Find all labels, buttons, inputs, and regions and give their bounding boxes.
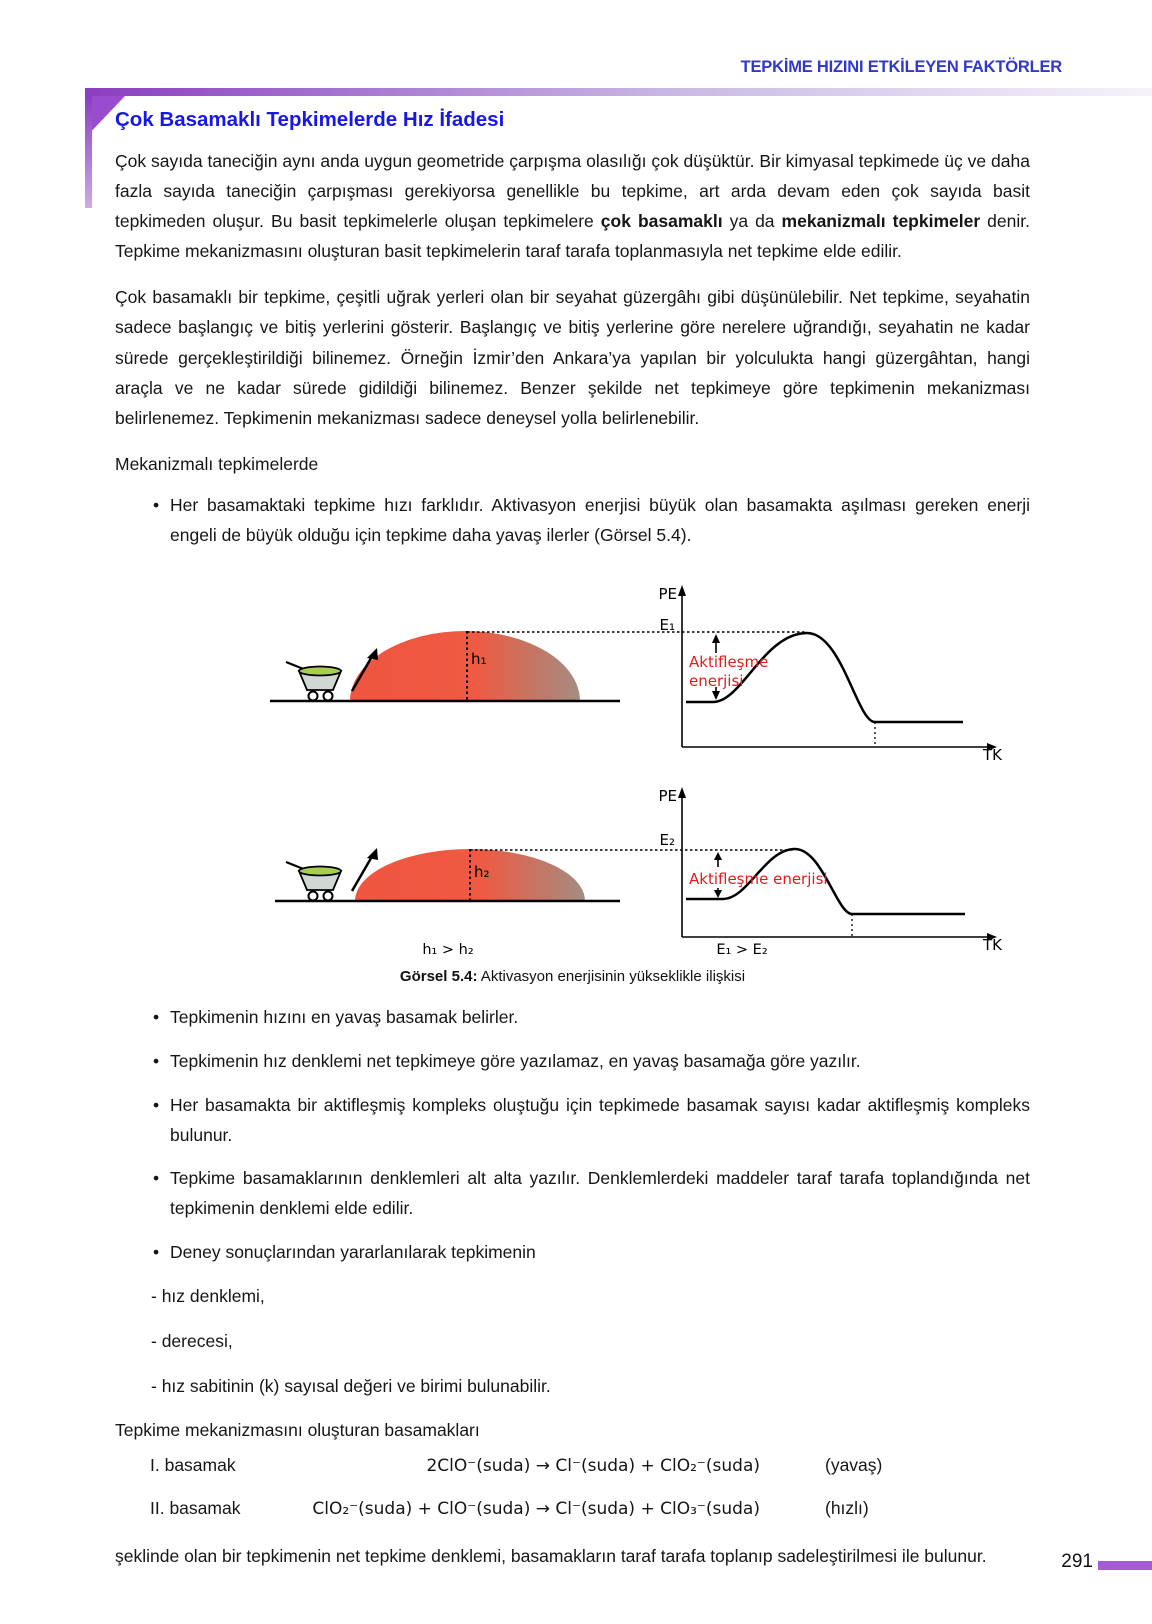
mechanism-heading: Tepkime mekanizmasını oluşturan basamakları <box>115 1419 480 1440</box>
dash-item-1: - hız denklemi, <box>151 1285 265 1306</box>
dash-item-2: - derecesi, <box>151 1330 233 1351</box>
figure-gorsel-5-4 <box>115 564 1030 985</box>
activation-arrow-down-head-2 <box>714 890 722 898</box>
pe-axis-arrow-2 <box>678 787 686 798</box>
equation-formula: ClO₂⁻(suda) + ClO⁻(suda) → Cl⁻(suda) + ClO₃⁻(suda) <box>312 1498 760 1519</box>
bullet-marker: • <box>153 1168 160 1189</box>
bullet-marker: • <box>153 1007 160 1028</box>
activation-arrow-up-head-2 <box>714 852 722 860</box>
equation-formula: 2ClO⁻(suda) → Cl⁻(suda) + ClO₂⁻(suda) <box>426 1455 760 1476</box>
e2-label: E₂ <box>659 831 675 850</box>
corner-strip-decoration <box>85 96 92 208</box>
bullet-text: Her basamakta bir aktifleşmiş kompleks oluştuğu için tepkimede basamak sayısı kadar aktifleşmiş kompleks bulunur. <box>170 1094 1030 1145</box>
bullet-marker: • <box>153 1241 160 1262</box>
bullet-text: Tepkimenin hızını en yavaş basamak belirler. <box>170 1007 519 1028</box>
equation-row-2 <box>150 1498 1030 1519</box>
paragraph-1 <box>115 146 1030 266</box>
bullet-item-2 <box>153 1047 1030 1077</box>
bullet-item-1 <box>153 1003 1030 1033</box>
equation-note: (hızlı) <box>825 1497 869 1518</box>
activation-energy-label-line1: Aktifleşme <box>689 653 769 672</box>
h2-label: h₂ <box>474 863 490 882</box>
up-arrow-head-2 <box>367 848 378 860</box>
bullet-item-4 <box>153 1164 1030 1224</box>
paragraph-2: Çok basamaklı bir tepkime, çeşitli uğrak yerleri olan bir seyahat güzergâhı gibi düşünülebilir. Net tepkime, seyahatin sadece başlangıç ve bitiş yerlerini gösterir. Başlangıç ve bitiş yerlerine göre nerelere uğrandığı, seyahatin ne kadar sürede gerçekleştirildiği bilinemez. Örneğin İzmir’den Ankara’ya yapılan bir yolculukta hangi güzergâhtan, hangi araçla ve ne kadar sürede gidildiği bilinemez. Benzer şekilde net tepkimeye göre tepkimenin mekanizması belirlenemez. Tepkimenin mekanizması sadece deneysel yolla belirlenebilir. <box>115 287 1030 428</box>
bullet-marker: • <box>153 1094 160 1115</box>
hill-shape-1 <box>350 631 580 701</box>
pe-axis-label-1: PE <box>658 585 677 604</box>
h1-label: h₁ <box>471 650 487 669</box>
paragraph-1-text: denir. Tepkime mekanizmasını oluşturan basit tepkimelerin taraf tarafa toplanmasıyla net tepkime elde edilir. <box>115 211 1030 262</box>
bullet-text: Tepkime basamaklarının denklemleri alt alta yazılır. Denklemlerdeki maddeler taraf tarafa toplandığında net tepkimenin denklemi elde edilir. <box>170 1168 1030 1219</box>
bullet-text: Tepkimenin hız denklemi net tepkimeye göre yazılamaz, en yavaş basamağa göre yazılır. <box>170 1051 861 1072</box>
running-header: TEPKİME HIZINI ETKİLEYEN FAKTÖRLER <box>740 58 1062 76</box>
activation-energy-label-line2: enerjisi <box>689 672 744 691</box>
e1-label: E₁ <box>659 616 675 635</box>
pe-axis-arrow-1 <box>678 585 686 596</box>
bold-term-cok-basamakli: çok basamaklı <box>600 211 723 232</box>
up-arrow-head-1 <box>367 648 378 660</box>
equation-label: I. basamak <box>150 1454 236 1475</box>
bullet-marker: • <box>153 1051 160 1072</box>
page-footer <box>1061 1551 1152 1573</box>
figure-caption-label: Görsel 5.4: <box>399 968 478 986</box>
header-gradient-bar <box>85 88 1152 96</box>
dash-item-3: - hız sabitinin (k) sayısal değeri ve birimi bulunabilir. <box>151 1375 551 1396</box>
activation-energy-label-inline: Aktifleşme enerjisi <box>689 870 828 889</box>
bullet-item-figure <box>153 491 1030 551</box>
tk-axis-label-2: TK <box>983 936 1002 955</box>
equation-row-1 <box>150 1455 1030 1476</box>
figure-caption <box>115 968 1030 985</box>
page-number: 291 <box>1061 1551 1093 1572</box>
bullet-item-3 <box>153 1091 1030 1151</box>
bullet-item-5 <box>153 1238 1030 1268</box>
h-comparison-label: h₁ > h₂ <box>422 942 474 959</box>
wheelbarrow-icon-2 <box>286 862 341 901</box>
bullet-text: Her basamaktaki tepkime hızı farklıdır. Aktivasyon enerjisi büyük olan basamakta aşılması gereken enerji engeli de büyük olduğu için tepkime daha yavaş ilerler (Görsel 5.4). <box>170 494 1030 545</box>
mechanism-intro: Mekanizmalı tepkimelerde <box>115 453 319 474</box>
tk-axis-label-1: TK <box>983 746 1002 765</box>
hill-illustration-2 <box>275 848 620 901</box>
equation-label: II. basamak <box>150 1497 241 1518</box>
activation-energy-diagram <box>230 564 1010 964</box>
paragraph-1-text: Çok sayıda taneciğin aynı anda uygun geometride çarpışma olasılığı çok düşüktür. Bir kimyasal tepkimede üç ve daha fazla sayıda taneciğin çarpışması gerekiyorsa genellikle bu tepkime, art arda devam eden çok sayıda basit tepkimeden oluşur. Bu basit tepkimelerle oluşan tepkimelere <box>115 151 1030 232</box>
e-comparison-label: E₁ > E₂ <box>716 942 768 959</box>
energy-diagram-1 <box>658 585 1003 764</box>
paragraph-1-text: ya da <box>722 211 782 232</box>
energy-diagram-2 <box>658 787 1003 954</box>
bold-term-mekanizmali-tepkimeler: mekanizmalı tepkimeler <box>781 211 981 232</box>
activation-arrow-down-head-1 <box>712 691 720 700</box>
page-number-bar <box>1098 1561 1152 1570</box>
section-title: Çok Basamaklı Tepkimelerde Hız İfadesi <box>115 108 505 131</box>
bullet-marker: • <box>153 494 160 515</box>
closing-paragraph: şeklinde olan bir tepkimenin net tepkime denklemi, basamakların taraf tarafa toplanıp sadeleştirilmesi ile bulunur. <box>115 1545 987 1566</box>
hill-illustration-1 <box>270 631 620 701</box>
figure-caption-text: Aktivasyon enerjisinin yükseklikle ilişkisi <box>477 968 746 986</box>
bullet-text: Deney sonuçlarından yararlanılarak tepkimenin <box>170 1241 536 1262</box>
activation-arrow-up-head-1 <box>712 634 720 643</box>
pe-axis-label-2: PE <box>658 787 677 806</box>
wheelbarrow-icon-1 <box>286 662 341 701</box>
equation-note: (yavaş) <box>825 1454 883 1475</box>
